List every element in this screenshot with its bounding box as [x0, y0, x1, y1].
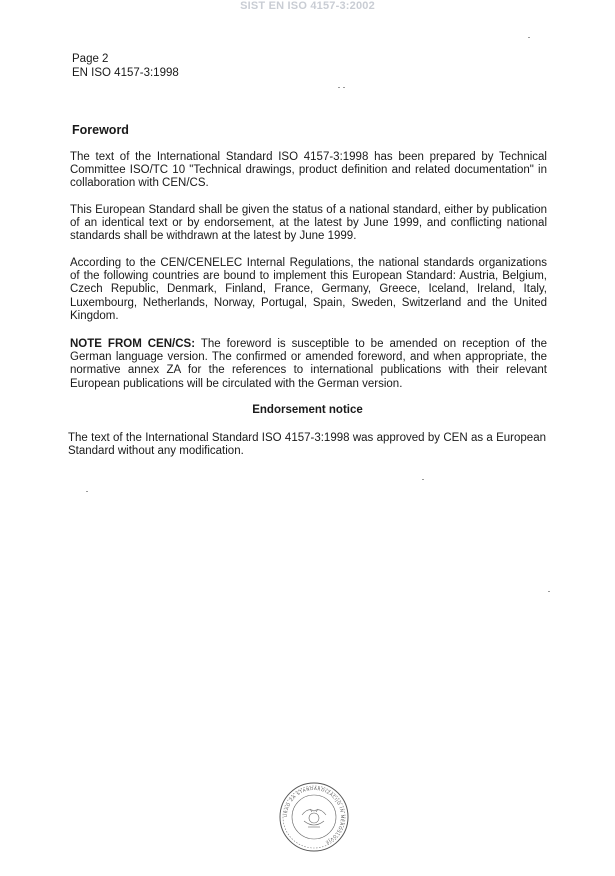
note-text: The foreword is susceptible to be amended on reception of the German language version. The confirmed or amended foreword, and when appropriate, the normative annex ZA for the references to international publications with their relevant European publications will be circulated with the German version. [70, 338, 547, 390]
document-reference: EN ISO 4157-3:1998 [72, 67, 179, 79]
scan-speck [338, 87, 340, 88]
note-label: NOTE FROM CEN/CS: [70, 338, 196, 350]
scan-speck [548, 591, 550, 592]
svg-text:URAD ZA STANDARDIZACIJO IN MER: URAD ZA STANDARDIZACIJO IN MEROSLOVJE [282, 785, 346, 846]
foreword-paragraph-3: According to the CEN/CENELEC Internal Regulations, the national standards organizations of the following countries are bound to implement this European Standard: Austria, Belgium, Czech Republic, Denmark, Finland, France, Germany, Greece, Iceland, Ireland, Italy, Luxembourg, Netherlands, Norway, Portugal, Spain, Sweden, Switzerland and the United Kingdom. [70, 257, 547, 322]
foreword-paragraph-1: The text of the International Standard ISO 4157-3:1998 has been prepared by Technical Committee ISO/TC 10 "Technical drawings, product definition and related documentation" in collaboration with CEN/CS. [70, 151, 547, 190]
scan-speck [528, 37, 530, 38]
scan-speck [422, 479, 424, 480]
page-number: Page 2 [72, 53, 109, 65]
official-seal-icon [278, 781, 350, 853]
endorsement-paragraph: The text of the International Standard ISO 4157-3:1998 was approved by CEN as a European Standard without any modification. [68, 432, 546, 458]
watermark: SIST EN ISO 4157-3:2002 [240, 0, 375, 12]
scan-speck [86, 491, 88, 492]
note-paragraph [70, 338, 547, 391]
foreword-heading: Foreword [72, 123, 129, 137]
scan-speck [343, 87, 345, 88]
foreword-paragraph-2: This European Standard shall be given the status of a national standard, either by publication of an identical text or by endorsement, at the latest by June 1999, and conflicting national standards shall be withdrawn at the latest by June 1999. [70, 204, 547, 243]
endorsement-heading: Endorsement notice [252, 404, 363, 416]
